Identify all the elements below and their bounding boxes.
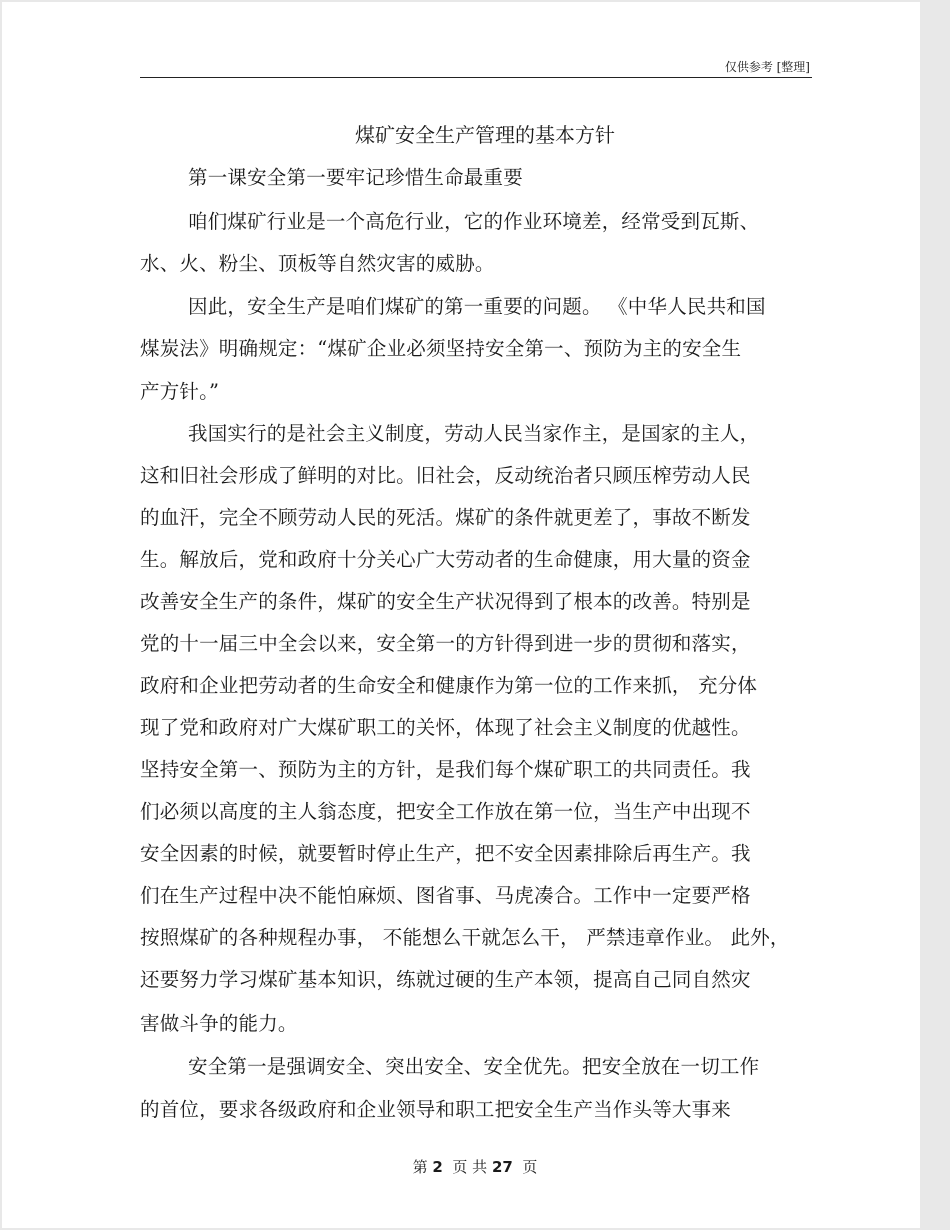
text-line: 害做斗争的能力。 <box>140 1012 298 1035</box>
text-line: 们必须以高度的主人翁态度，把安全工作放在第一位，当生产中出现不 <box>140 800 751 823</box>
text-line: 们在生产过程中决不能怕麻烦、图省事、马虎凑合。工作中一定要严格 <box>140 884 751 907</box>
text-line: 我国实行的是社会主义制度，劳动人民当家作主，是国家的主人， <box>188 422 760 445</box>
text-line: 咱们煤矿行业是一个高危行业，它的作业环境差，经常受到瓦斯、 <box>188 210 760 233</box>
text-line: 水、火、粉尘、顶板等自然灾害的威胁。 <box>140 252 495 275</box>
text-line: 还要努力学习煤矿基本知识，练就过硬的生产本领，提高自己同自然灾 <box>140 968 751 991</box>
text-line: 产方针。” <box>140 380 220 403</box>
text-line: 煤炭法》明确规定：“煤矿企业必须坚持安全第一、预防为主的安全生 <box>140 337 742 360</box>
footer-suffix: 页 <box>522 1158 538 1176</box>
document-title: 煤矿安全生产管理的基本方针 <box>355 123 615 147</box>
text-line: 第一课安全第一要牢记珍惜生命最重要 <box>188 166 523 189</box>
text-line: 按照煤矿的各种规程办事， 不能想么干就怎么干， 严禁违章作业。 此外， <box>140 926 790 949</box>
text-line: 党的十一届三中全会以来，安全第一的方针得到进一步的贯彻和落实， <box>140 632 751 655</box>
text-line: 这和旧社会形成了鲜明的对比。旧社会，反动统治者只顾压榨劳动人民 <box>140 464 751 487</box>
document-page <box>2 2 920 1228</box>
total-pages: 27 <box>491 1158 513 1176</box>
text-line: 安全第一是强调安全、突出安全、安全优先。把安全放在一切工作 <box>188 1055 760 1078</box>
text-line: 政府和企业把劳动者的生命安全和健康作为第一位的工作来抓， 充分体 <box>140 674 758 697</box>
text-line: 因此，安全生产是咱们煤矿的第一重要的问题。 《中华人民共和国 <box>188 295 766 318</box>
text-line: 生。解放后，党和政府十分关心广大劳动者的生命健康，用大量的资金 <box>140 548 751 571</box>
footer-prefix: 第 <box>412 1158 428 1176</box>
text-line: 坚持安全第一、预防为主的方针，是我们每个煤矿职工的共同责任。我 <box>140 758 751 781</box>
text-line: 现了党和政府对广大煤矿职工的关怀，体现了社会主义制度的优越性。 <box>140 716 751 739</box>
header-note: 仅供参考 [整理] <box>724 60 810 74</box>
text-line: 的血汗，完全不顾劳动人民的死活。煤矿的条件就更差了，事故不断发 <box>140 506 751 529</box>
text-line: 的首位，要求各级政府和企业领导和职工把安全生产当作头等大事来 <box>140 1098 732 1121</box>
current-page-number: 2 <box>432 1158 443 1176</box>
text-line: 改善安全生产的条件，煤矿的安全生产状况得到了根本的改善。特别是 <box>140 590 751 613</box>
header-rule <box>140 77 812 78</box>
footer-mid: 页 共 <box>452 1158 488 1176</box>
page-footer <box>0 1156 950 1177</box>
text-line: 安全因素的时候，就要暂时停止生产，把不安全因素排除后再生产。我 <box>140 842 751 865</box>
